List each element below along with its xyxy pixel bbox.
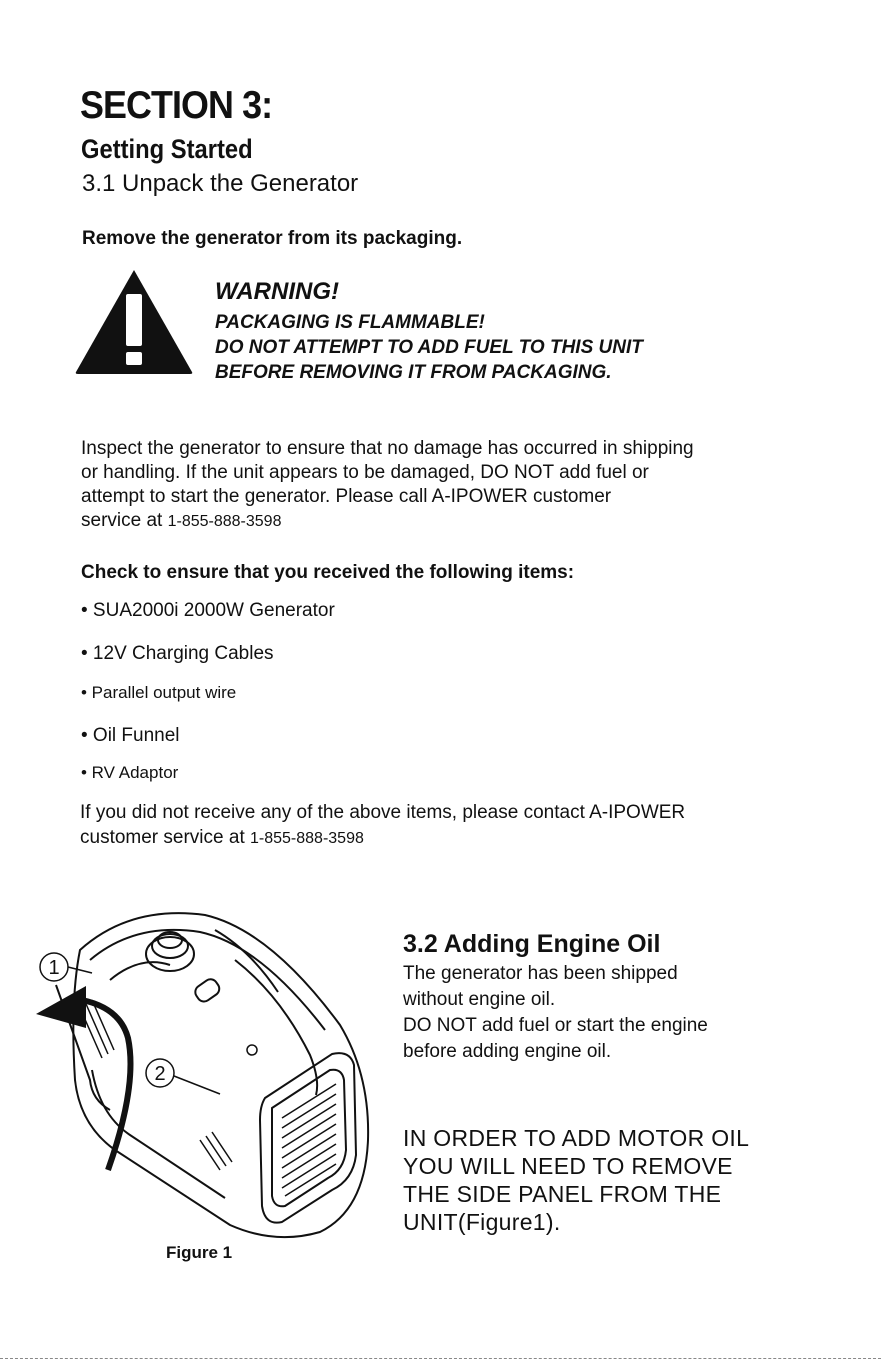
brand-name: A-IPOWER xyxy=(589,802,686,823)
list-item: • Oil Funnel xyxy=(81,725,180,746)
oil-paragraph-line: before adding engine oil. xyxy=(403,1041,612,1062)
section-subtitle: Getting Started xyxy=(81,134,253,164)
contact-line xyxy=(80,800,685,825)
inspect-text: service at xyxy=(81,510,168,531)
inspect-line: Inspect the generator to ensure that no damage has occurred in shipping xyxy=(81,438,694,459)
warning-triangle-icon xyxy=(74,268,194,376)
inspect-text: attempt to start the generator. Please call xyxy=(81,486,432,507)
callout-label: 1 xyxy=(48,957,60,979)
oil-instruction-line: IN ORDER TO ADD MOTOR OIL xyxy=(403,1125,750,1151)
inspect-paragraph xyxy=(81,437,694,534)
page-bottom-divider xyxy=(0,1358,881,1359)
section-title: SECTION 3: xyxy=(80,84,273,127)
oil-instruction-line: THE SIDE PANEL FROM THE xyxy=(403,1181,722,1207)
contact-text: customer service at xyxy=(80,827,250,848)
list-item: • Parallel output wire xyxy=(81,683,237,702)
list-item: • 12V Charging Cables xyxy=(81,643,274,664)
phone-number: 1-855-888-3598 xyxy=(167,513,282,530)
check-heading: Check to ensure that you received the following items: xyxy=(81,562,575,583)
list-item: • SUA2000i 2000W Generator xyxy=(81,600,335,621)
oil-paragraph-line: without engine oil. xyxy=(403,989,556,1010)
generator-illustration xyxy=(20,880,390,1240)
contact-line xyxy=(80,825,685,851)
warning-line: DO NOT ATTEMPT TO ADD FUEL TO THIS UNIT xyxy=(215,337,643,358)
oil-instruction-line: UNIT(Figure1). xyxy=(403,1209,561,1235)
inspect-line: or handling. If the unit appears to be damaged, DO NOT add fuel or xyxy=(81,462,649,483)
warning-line: PACKAGING IS FLAMMABLE! xyxy=(215,312,485,333)
inspect-line xyxy=(81,485,694,509)
inspect-line xyxy=(81,509,694,534)
oil-instruction-line: YOU WILL NEED TO REMOVE xyxy=(403,1153,733,1179)
brand-name: A-IPOWER xyxy=(431,486,528,507)
callout-label: 2 xyxy=(154,1063,166,1085)
contact-paragraph xyxy=(80,800,685,851)
oil-paragraph-line: DO NOT add fuel or start the engine xyxy=(403,1015,708,1036)
list-item: • RV Adaptor xyxy=(81,763,179,782)
remove-instruction: Remove the generator from its packaging. xyxy=(82,228,463,249)
figure-caption: Figure 1 xyxy=(166,1243,233,1262)
contact-text: If you did not receive any of the above items, please contact xyxy=(80,802,590,823)
warning-title: WARNING! xyxy=(215,278,339,305)
inspect-text: customer xyxy=(527,486,612,507)
warning-line: BEFORE REMOVING IT FROM PACKAGING. xyxy=(215,362,612,383)
phone-number: 1-855-888-3598 xyxy=(250,830,364,847)
oil-paragraph-line: The generator has been shipped xyxy=(403,963,678,984)
unpack-heading: 3.1 Unpack the Generator xyxy=(82,170,359,197)
oil-heading: 3.2 Adding Engine Oil xyxy=(403,930,661,958)
